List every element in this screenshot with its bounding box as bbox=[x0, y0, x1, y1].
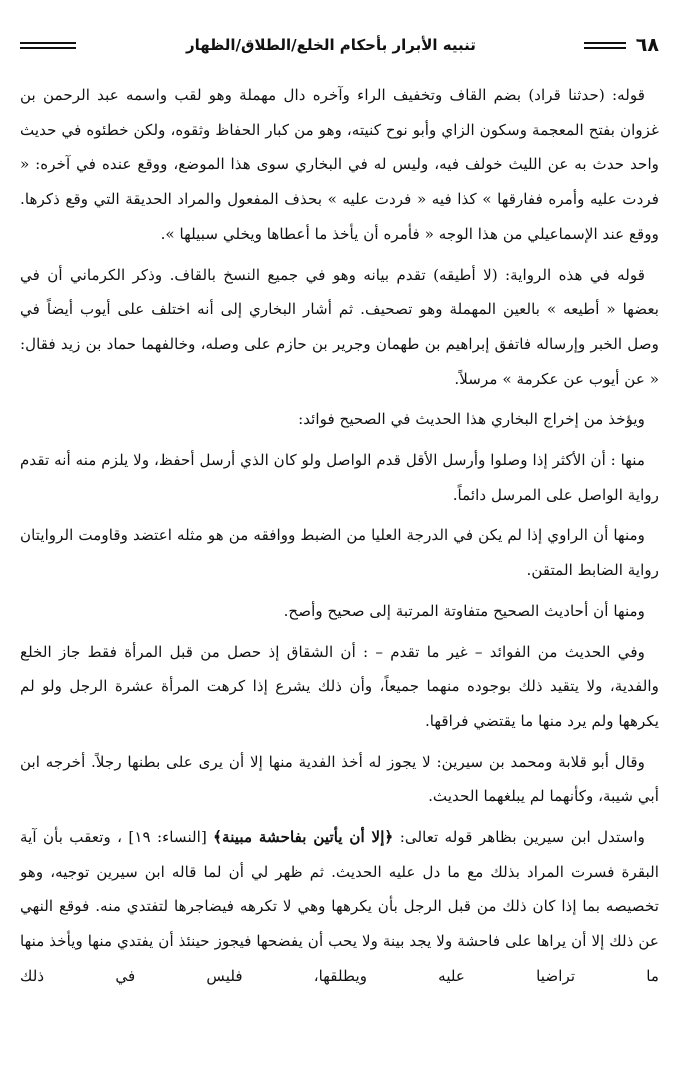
page-body bbox=[20, 78, 659, 1000]
paragraph-5: ومنها أن الراوي إذا لم يكن في الدرجة العليا من الضبط ووافقه من هو مثله اعتضد وقاومت الروايتان رواية الضابط المتقن. bbox=[20, 526, 659, 580]
paragraph-7: وفي الحديث من الفوائد – غير ما تقدم – : أن الشقاق إذ حصل من قبل المرأة فقط جاز الخلع والفدية، ولا يتقيد ذلك بوجوده منهما جميعاً، وأن ذلك يشرع إذا كرهت المرأة عشرة الرجل ولو لم يكرهها ولم يرد منها ما يقتضي فراقها. bbox=[20, 642, 659, 730]
quran-verse: ﴿إلا أن يأتين بفاحشة مبينة﴾ bbox=[213, 828, 394, 847]
paragraph-3: ويؤخذ من إخراج البخاري هذا الحديث في الصحيح فوائد: bbox=[298, 410, 645, 429]
header-rule-right bbox=[584, 42, 626, 49]
running-title: تنبيه الأبرار بأحكام الخلع/الطلاق/الظهار bbox=[185, 36, 476, 54]
paragraph-9 bbox=[20, 820, 659, 994]
paragraph-6: ومنها أن أحاديث الصحيح متفاوتة المرتبة إلى صحيح وأصح. bbox=[283, 601, 645, 620]
paragraph-9-rest: [النساء: ١٩] ، وتعقب بأن آية البقرة فسرت المراد بذلك مع ما دل عليه الحديث. ثم ظهر لي أن لما قاله ابن سيرين توجيه، وهو تخصيصه بما إذا كان ذلك من قبل الرجل بأن يكرهها وهي لا تكرهه فيضاجرها لتفتدي منه. فوقع النهي عن ذلك إلا أن يراها على فاحشة ولا يجد بينة ولا يحب أن يفضحها فيجوز حينئذ أن يفتدي منها ويأخذ منها ما تراضيا عليه ويطلقها، فليس في ذلك bbox=[20, 828, 659, 985]
paragraph-9-intro: واستدل ابن سيرين بظاهر قوله تعالى: bbox=[393, 828, 645, 847]
paragraph-4: منها : أن الأكثر إذا وصلوا وأرسل الأقل قدم الواصل ولو كان الذي أرسل أحفظ، ولا يلزم منه أنه تقدم رواية الواصل على المرسل دائماً. bbox=[20, 451, 659, 504]
paragraph-1: قوله: (حدثنا قراد) بضم القاف وتخفيف الراء وآخره دال مهملة وهو لقب واسمه عبد الرحمن بن غزوان بفتح المعجمة وسكون الزاي وأبو نوح كنيته، وهو من كبار الحفاظ وثقوه، ولكن خطئوه في حديث واحد حدث به عن الليث خولف فيه، وليس له في البخاري سوى هذا الموضع، ووقع عنده في آخره: « فردت عليه وأمره ففارقها » كذا فيه « فردت عليه » بحذف المفعول والمراد الحديقة التي وقع ذكرها. ووقع عند الإسماعيلي من هذا الوجه « فأمره أن يأخذ ما أعطاها ويخلي سبيلها ». bbox=[20, 86, 659, 243]
header-rule-left bbox=[20, 42, 76, 49]
page-number: ٦٨ bbox=[635, 34, 659, 56]
page-header bbox=[20, 30, 659, 60]
paragraph-2: قوله في هذه الرواية: (لا أطيقه) تقدم بيانه وهو في جميع النسخ بالقاف. وذكر الكرماني أن في بعضها « أطيعه » بالعين المهملة وهو تصحيف. ثم أشار البخاري إلى أنه اختلف على أيوب أيضاً في وصل الخبر وإرساله فاتفق إبراهيم بن طهمان وجرير بن حازم على وصله، وخالفهما حماد بن زيد فقال: « عن أيوب عن عكرمة » مرسلاً. bbox=[20, 265, 659, 388]
paragraph-8: وقال أبو قلابة ومحمد بن سيرين: لا يجوز له أخذ الفدية منها إلا أن يرى على بطنها رجلاً. أخرجه ابن أبي شيبة، وكأنهما لم يبلغهما الحديث. bbox=[20, 752, 659, 806]
